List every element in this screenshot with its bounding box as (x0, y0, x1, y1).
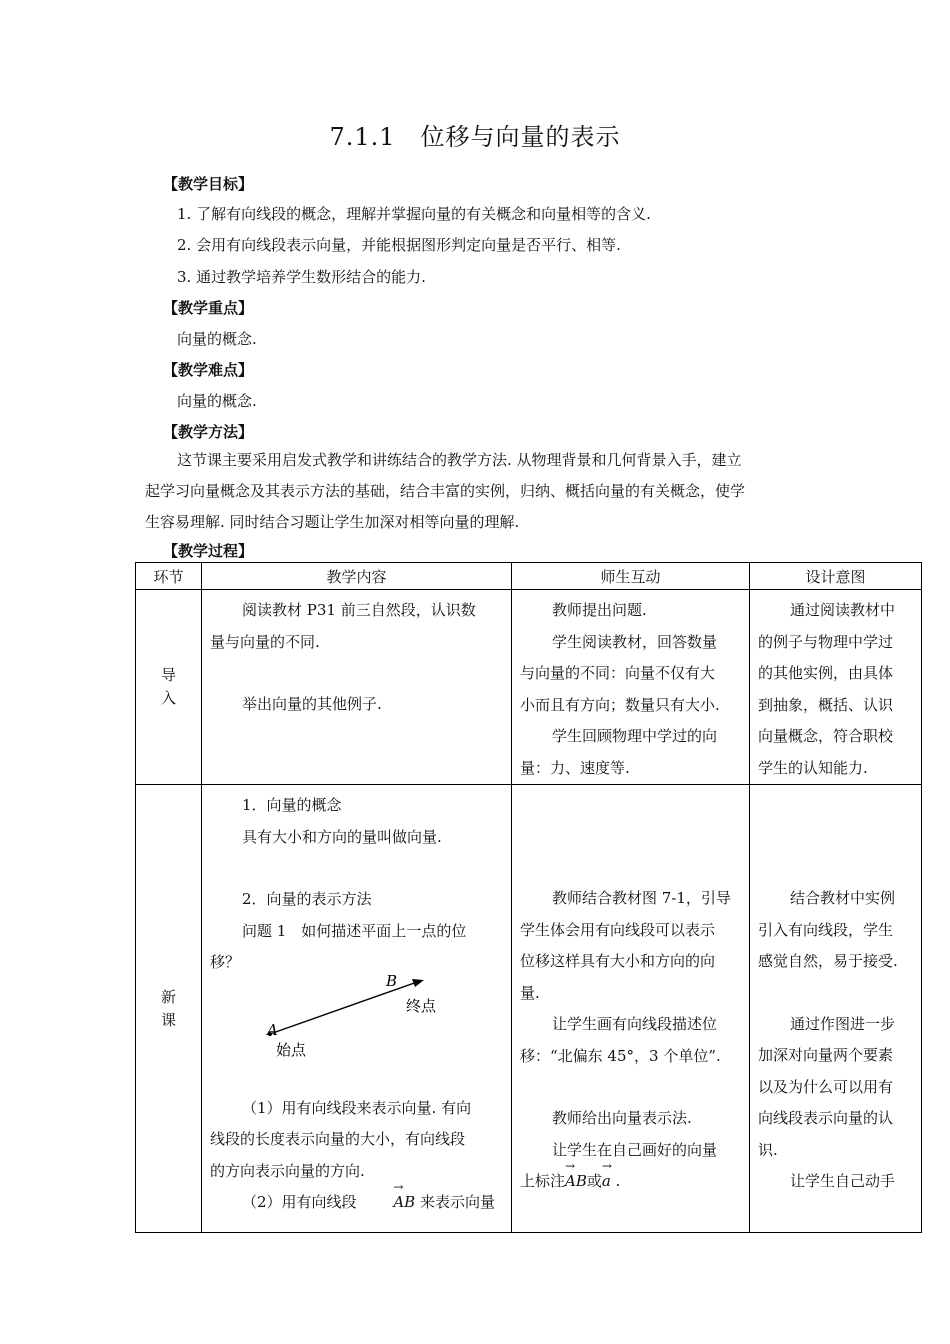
intro-intent-line: 的其他实例，由具体 (758, 664, 894, 682)
intro-intent-line: 学生的认知能力. (758, 758, 868, 777)
new-interaction-line: 让学生画有向线段描述位 (552, 1015, 718, 1033)
process-table (135, 562, 922, 1233)
new-interaction-line: 学生体会用有向线段可以表示 (520, 920, 716, 939)
page-title: 7.1.1 位移与向量的表示 (329, 123, 621, 151)
col-header-interaction: 师生互动 (512, 563, 750, 590)
col-header-content: 教学内容 (202, 563, 512, 590)
new-interaction-line: 上标注→ AB或→ a . (520, 1166, 741, 1198)
new-intent-line: 感觉自然，易于接受. (758, 952, 898, 970)
intro-content-cell (202, 590, 512, 785)
new-intent-cell (750, 785, 922, 1233)
point-b-label: B (386, 971, 398, 990)
end-point-label: 终点 (406, 996, 437, 1015)
intro-interaction-line: 量：力、速度等. (520, 758, 630, 777)
vector-diagram (210, 969, 504, 1083)
stage-intro: 导 入 (136, 590, 202, 785)
new-content-line: 1．向量的概念 (242, 796, 342, 814)
objective-1: 1. 了解有向线段的概念，理解并掌握向量的有关概念和向量相等的含义. (177, 205, 651, 223)
table-header-row (136, 563, 922, 590)
new-content-line: 2．向量的表示方法 (242, 890, 372, 908)
table-row (136, 590, 922, 785)
key-point-heading: 【教学重点】 (163, 299, 254, 317)
difficulty-heading: 【教学难点】 (163, 361, 254, 379)
intro-interaction-line: 学生回顾物理中学过的向 (552, 727, 718, 745)
intro-content-line: 量与向量的不同. (210, 632, 320, 651)
new-intent-line: 通过作图进一步 (790, 1014, 896, 1033)
method-line-1: 这节课主要采用启发式教学和讲练结合的教学方法. 从物理背景和几何背景入手，建立 (177, 451, 742, 469)
new-interaction-line: 教师给出向量表示法. (552, 1109, 692, 1127)
new-interaction-cell (512, 785, 750, 1233)
method-heading: 【教学方法】 (163, 423, 254, 441)
intro-intent-line: 的例子与物理中学过 (758, 632, 894, 651)
objective-2: 2. 会用有向线段表示向量，并能根据图形判定向量是否平行、相等. (177, 236, 621, 254)
new-intent-line: 结合教材中实例 (790, 889, 896, 907)
intro-intent-line: 到抽象，概括、认识 (758, 695, 894, 714)
intro-interaction-cell (512, 590, 750, 785)
new-content-line: （2）用有向线段 → AB 来表示向量 (210, 1187, 503, 1219)
vector-ab-symbol: → AB (565, 1166, 587, 1198)
new-intent-line: 引入有向线段，学生 (758, 920, 894, 939)
method-line-3: 生容易理解. 同时结合习题让学生加深对相等向量的理解. (145, 513, 520, 531)
new-intent-line: 识. (758, 1140, 778, 1159)
difficulty-text: 向量的概念. (177, 392, 257, 410)
intro-intent-line: 向量概念，符合职校 (758, 727, 894, 745)
new-intent-line: 加深对向量两个要素 (758, 1046, 894, 1064)
col-header-intent: 设计意图 (750, 563, 922, 590)
method-paragraph (145, 445, 810, 538)
intro-interaction-line: 教师提出问题. (552, 601, 647, 619)
new-interaction-line: 教师结合教材图 7-1，引导 (552, 889, 731, 907)
table-row (136, 785, 922, 1233)
intro-content-line: 阅读教材 P31 前三自然段，认识数 (242, 601, 476, 619)
intro-interaction-line: 与向量的不同：向量不仅有大 (520, 664, 716, 682)
vector-ab-symbol: → AB (361, 1187, 415, 1219)
new-intent-line: 让学生自己动手 (790, 1172, 896, 1190)
new-content-line: 线段的长度表示向量的大小，有向线段 (210, 1130, 466, 1148)
start-point-label: 始点 (276, 1040, 307, 1059)
new-interaction-line: 让学生在自己画好的向量 (552, 1140, 718, 1159)
intro-intent-line: 通过阅读教材中 (790, 601, 896, 619)
new-content-line: 移？ (210, 953, 241, 971)
point-a-label: A (267, 1020, 278, 1039)
new-content-cell (202, 785, 512, 1233)
new-content-line: 具有大小和方向的量叫做向量. (242, 827, 442, 846)
intro-intent-cell (750, 590, 922, 785)
new-intent-line: 以及为什么可以用有 (758, 1077, 894, 1096)
new-interaction-line: 量. (520, 983, 540, 1002)
objectives-heading: 【教学目标】 (163, 175, 254, 193)
intro-content-line: 举出向量的其他例子. (242, 695, 382, 713)
vector-arrowhead (412, 979, 424, 987)
new-content-line: 的方向表示向量的方向. (210, 1161, 365, 1180)
col-header-stage: 环节 (136, 563, 202, 590)
stage-new-lesson: 新 课 (136, 785, 202, 1233)
process-heading: 【教学过程】 (163, 542, 254, 560)
new-interaction-line: 位移这样具有大小和方向的向 (520, 952, 716, 970)
method-line-2: 起学习向量概念及其表示方法的基础，结合丰富的实例，归纳、概括向量的有关概念，使学 (145, 482, 746, 500)
vector-line (270, 981, 420, 1034)
vector-a-symbol: → a (602, 1166, 611, 1198)
objective-3: 3. 通过教学培养学生数形结合的能力. (177, 268, 426, 286)
intro-interaction-line: 学生阅读教材，回答数量 (552, 632, 718, 651)
key-point-text: 向量的概念. (177, 330, 257, 348)
new-intent-line: 向线段表示向量的认 (758, 1109, 894, 1127)
new-content-line: （1）用有向线段来表示向量. 有向 (242, 1098, 472, 1117)
vector-figure (210, 971, 503, 1093)
new-interaction-line: 移：“北偏东 45°，3 个单位”. (520, 1046, 721, 1065)
intro-interaction-line: 小而且有方向；数量只有大小. (520, 695, 720, 714)
new-content-line: 问题 1 如何描述平面上一点的位 (242, 921, 467, 940)
